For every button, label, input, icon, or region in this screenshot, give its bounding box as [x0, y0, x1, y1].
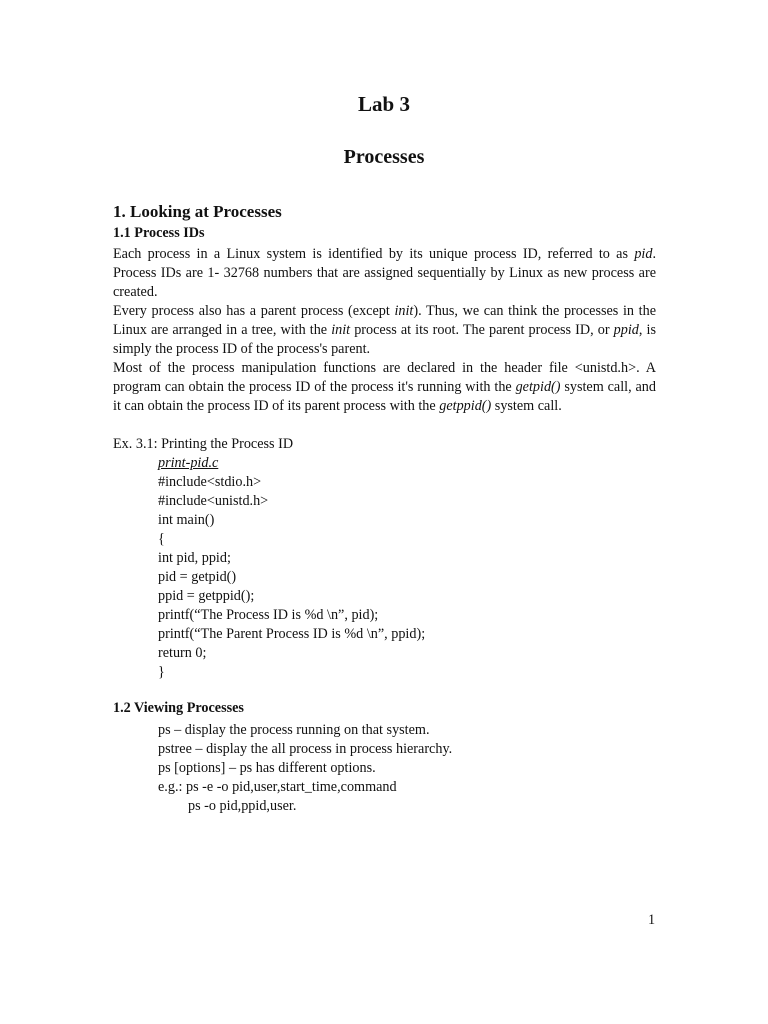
command-line: e.g.: ps -e -o pid,user,start_time,command — [158, 779, 397, 795]
code-line: pid = getpid() — [158, 569, 237, 585]
code-line: } — [158, 664, 165, 680]
code-line: return 0; — [158, 645, 207, 661]
command-line: pstree – display the all process in process hierarchy. — [158, 741, 453, 757]
subsection-heading-process-ids: 1.1 Process IDs — [113, 225, 205, 241]
subsection-heading-viewing-processes: 1.2 Viewing Processes — [113, 700, 244, 716]
code-line: printf(“The Parent Process ID is %d \n”, ppid); — [158, 626, 426, 642]
paragraph-parent-process: Every process also has a parent process (except init). Thus, we can think the processes in the Linux are arranged in a tree, with the init process at its root. The parent process ID, or ppid, is simply the process ID of the process's parent. — [113, 303, 656, 357]
code-line: printf(“The Process ID is %d \n”, pid); — [158, 607, 379, 623]
code-line: int main() — [158, 512, 215, 528]
code-line: ppid = getppid(); — [158, 588, 255, 604]
example-filename: print-pid.c — [158, 455, 219, 471]
code-line: int pid, ppid; — [158, 550, 231, 566]
command-line: ps -o pid,ppid,user. — [188, 798, 297, 814]
document-title: Processes — [343, 146, 425, 168]
command-line: ps [options] – ps has different options. — [158, 760, 376, 776]
page-number: 1 — [648, 912, 656, 928]
paragraph-process-id: Each process in a Linux system is identified by its unique process ID, referred to as pid. Process IDs are 1- 32768 numbers that are assigned sequentially by Linux as new process are created. — [113, 246, 656, 300]
code-line: { — [158, 531, 165, 547]
code-line: #include<stdio.h> — [158, 474, 262, 490]
section-heading: 1. Looking at Processes — [113, 202, 282, 221]
example-label: Ex. 3.1: Printing the Process ID — [113, 436, 294, 452]
paragraph-process-functions: Most of the process manipulation functions are declared in the header file <unistd.h>. A program can obtain the process ID of the process it's running with the getpid() system call, and it can obtain the process ID of its parent process with the getppid() system call. — [113, 360, 656, 414]
code-line: #include<unistd.h> — [158, 493, 269, 509]
lab-title: Lab 3 — [358, 92, 410, 116]
command-line: ps – display the process running on that system. — [158, 722, 430, 738]
